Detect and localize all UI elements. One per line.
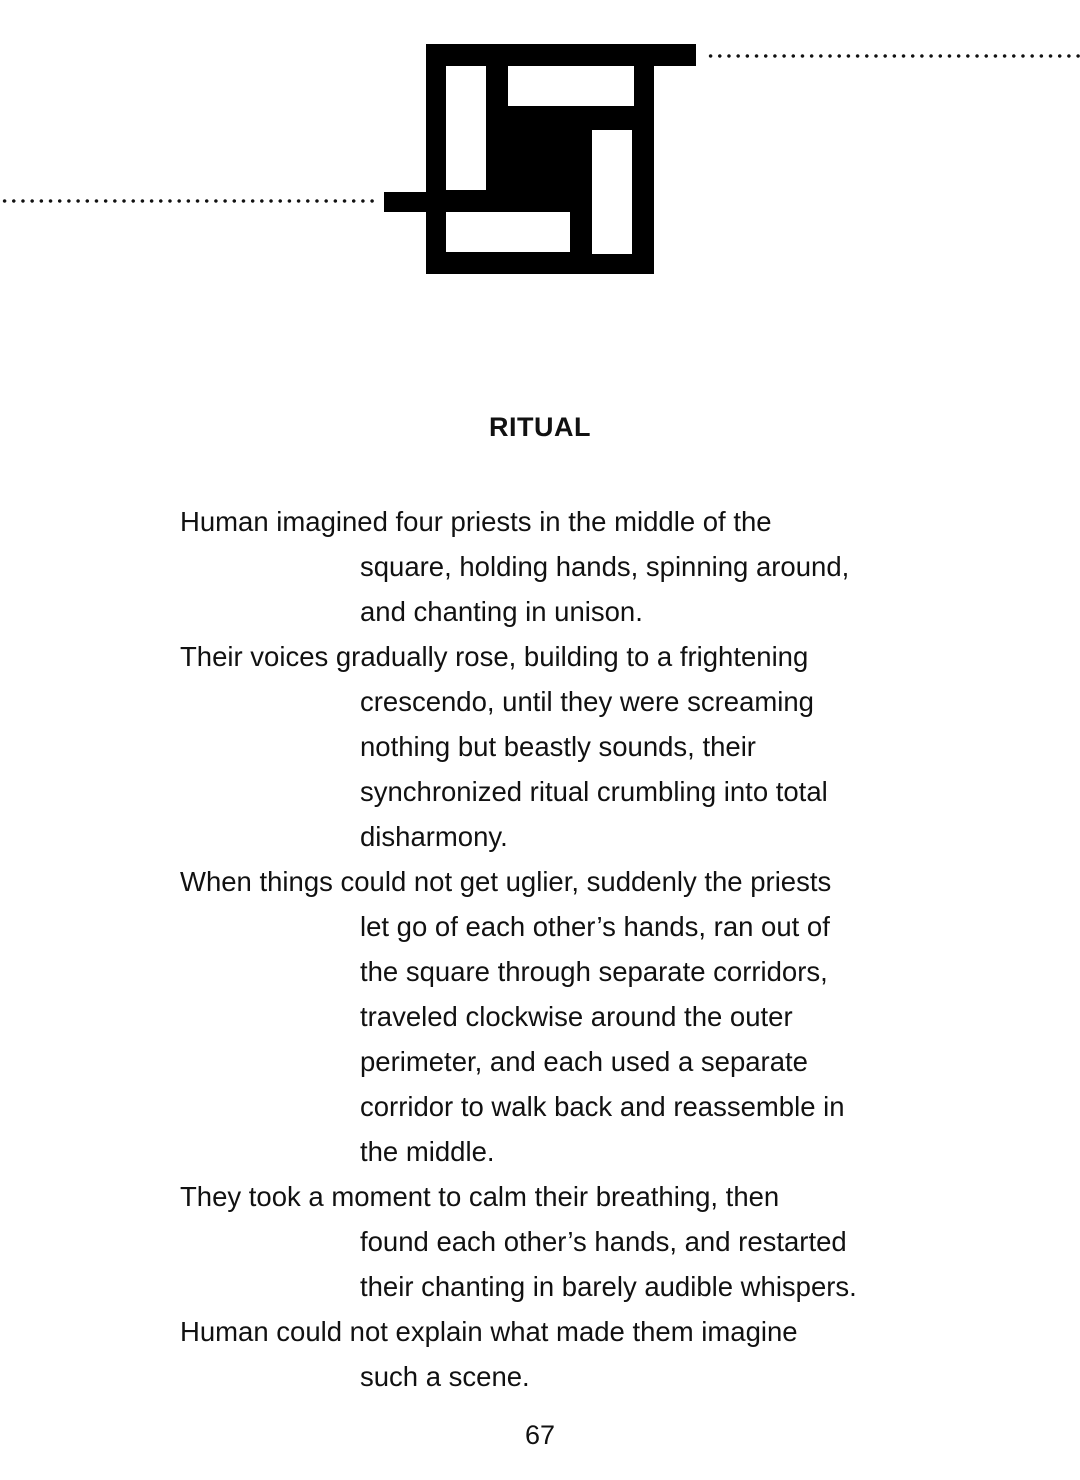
poem-line: traveled clockwise around the outer (360, 1001, 793, 1032)
emblem-cell-top (508, 66, 634, 106)
page-number: 67 (524, 1420, 556, 1450)
poem-line: Human imagined four priests in the middle of the (180, 506, 772, 537)
dotted-line-top (706, 54, 1080, 58)
poem-line: found each other’s hands, and restarted (360, 1226, 847, 1257)
poem-line: synchronized ritual crumbling into total (360, 776, 828, 807)
poem-line: disharmony. (360, 821, 508, 852)
poem-line: square, holding hands, spinning around, (360, 551, 850, 582)
page-title: RITUAL (489, 412, 591, 442)
poem-line: their chanting in barely audible whispers. (360, 1271, 857, 1302)
poem-line: the middle. (360, 1136, 495, 1167)
poem-line: and chanting in unison. (360, 596, 643, 627)
emblem-cell-bottom (446, 212, 570, 252)
poem-line: such a scene. (360, 1361, 530, 1392)
poem-line: When things could not get uglier, suddenly the priests (180, 866, 832, 897)
dotted-line-left (0, 199, 378, 203)
poem-line: Their voices gradually rose, building to a frightening (180, 641, 809, 672)
poem-line: They took a moment to calm their breathing, then (180, 1181, 780, 1212)
poem-line: the square through separate corridors, (360, 956, 828, 987)
poem-line: corridor to walk back and reassemble in (360, 1091, 845, 1122)
labyrinth-emblem-icon (384, 44, 696, 276)
emblem-cell-left (446, 66, 486, 190)
poem-line: Human could not explain what made them imagine (180, 1316, 798, 1347)
poem-line: perimeter, and each used a separate (360, 1046, 808, 1077)
poem-body (180, 499, 940, 1399)
poem-line: nothing but beastly sounds, their (360, 731, 756, 762)
poem-line: crescendo, until they were screaming (360, 686, 814, 717)
poem-line: let go of each other’s hands, ran out of (360, 911, 830, 942)
emblem-cell-right (592, 130, 632, 254)
